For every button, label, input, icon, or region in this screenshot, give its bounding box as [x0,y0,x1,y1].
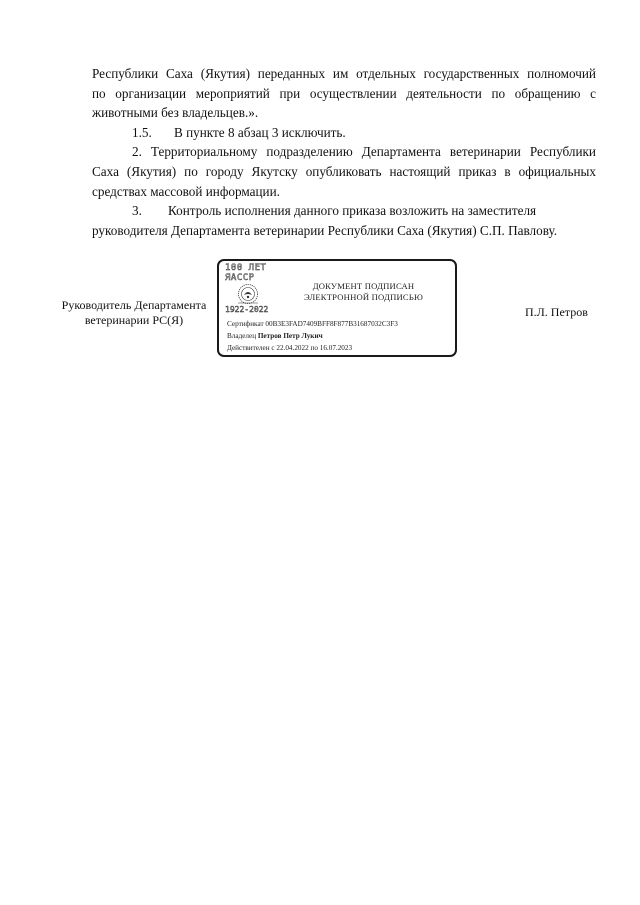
paragraph-continuation [92,64,596,123]
owner-label: Владелец [227,332,257,340]
item-text: В пункте 8 абзац 3 исключить. [174,124,346,140]
stamp-certificate [227,319,398,329]
emblem-years: 1922-2022 [225,305,269,314]
stamp-validity [227,343,352,353]
emblem-text-line1: 100 ЛЕТ [225,263,267,273]
emblem-seal-icon [236,283,260,305]
text-line: животными без владельцев.». [92,105,259,121]
text-line: Саха (Якутия) по городу Якутску опубликовать настоящий приказ в официальных [92,163,596,179]
item-number: 1.5. [132,124,152,140]
stamp-title-line1: ДОКУМЕНТ ПОДПИСАН [312,281,415,291]
stamp-owner [227,331,323,341]
item-text: Контроль исполнения данного приказа возложить на заместителя [168,203,537,219]
item-number: 3. [132,203,142,219]
text-line: по организации мероприятий при осуществлении деятельности по обращению с [92,85,596,101]
signer-position-line1: Руководитель Департамента [61,298,207,312]
signer-position-line2: ветеринарии РС(Я) [84,313,184,327]
cert-value: 00B3E3FAD7409BFF8F877B31687032C3F3 [265,320,398,328]
text-line: руководителя Департамента ветеринарии Республики Саха (Якутия) С.П. Павлову. [92,222,558,238]
signer-position [58,298,210,328]
text-line: средствах массовой информации. [92,183,280,199]
document-body [92,64,596,240]
item-1-5 [92,123,596,143]
electronic-signature-stamp [217,259,457,357]
stamp-title [281,281,446,303]
stamp-title-line2: ЭЛЕКТРОННОЙ ПОДПИСЬЮ [303,292,423,302]
paragraph-2 [92,142,596,201]
valid-to-label: по [310,344,318,352]
valid-label: Действителен с [227,344,275,352]
anniversary-emblem [225,264,277,316]
signer-name: П.Л. Петров [525,305,588,319]
item-3 [92,201,596,240]
valid-to: 16.07.2023 [319,344,353,352]
text-line: 2. Территориальному подразделению Департамента ветеринарии Республики [132,144,596,160]
valid-from: 22.04.2022 [276,344,309,352]
text-line: Республики Саха (Якутия) переданных им отдельных государственных полномочий [92,66,596,81]
emblem-text-line2: ЯАССР [225,273,255,283]
owner-value: Петров Петр Лукич [257,332,323,340]
cert-label: Сертификат [227,320,264,328]
